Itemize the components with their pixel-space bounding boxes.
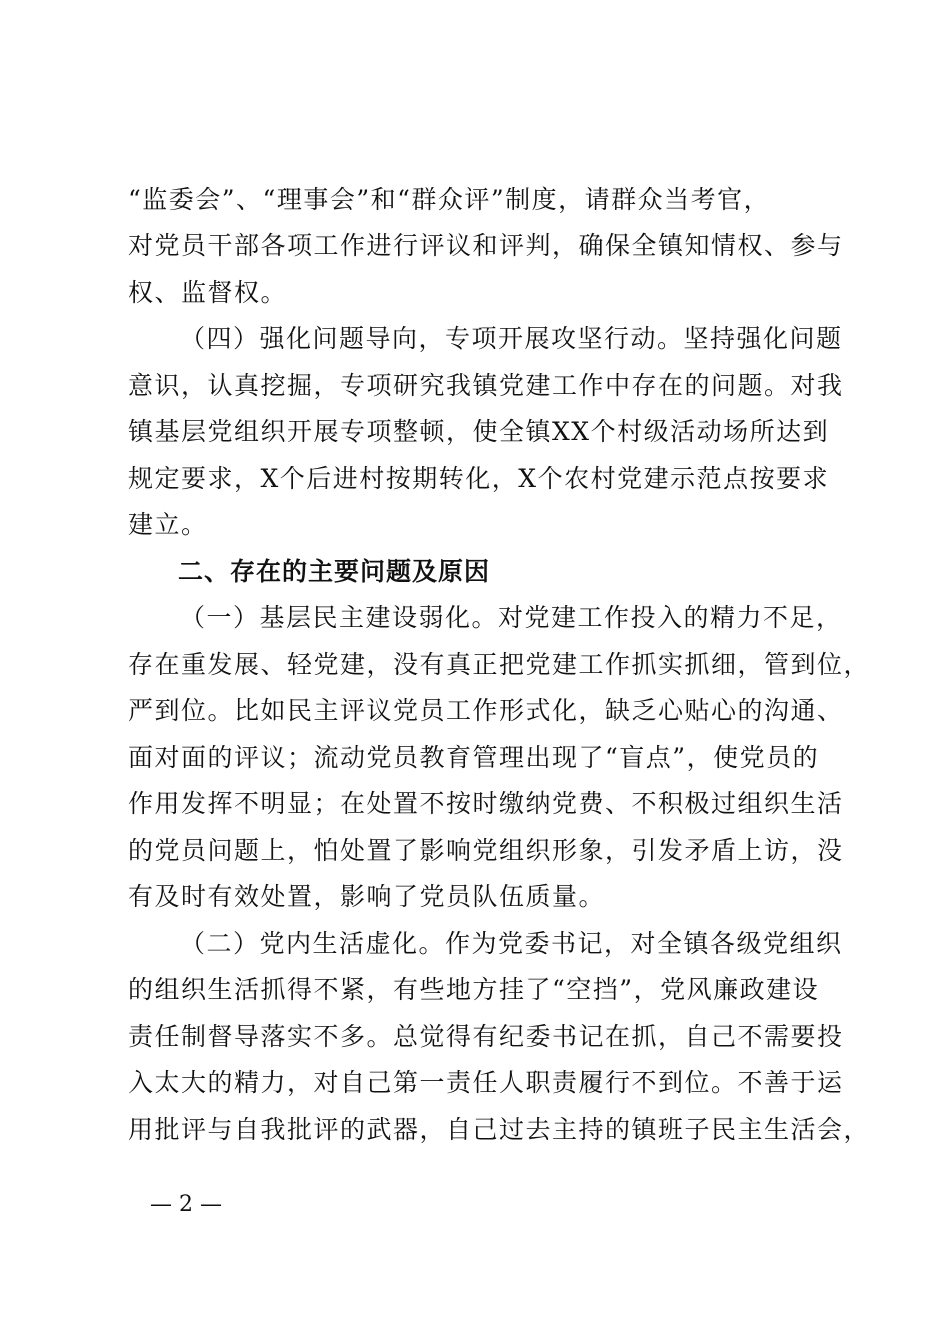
text-line: 有及时有效处置，影响了党员队伍质量。 bbox=[128, 882, 606, 911]
text-line: 的党员问题上，怕处置了影响党组织形象，引发矛盾上访，没 bbox=[128, 836, 844, 865]
text-line: 责任制督导落实不多。总觉得有纪委书记在抓，自己不需要投 bbox=[128, 1022, 844, 1051]
text-line: 的组织生活抓得不紧，有些地方挂了“空挡”，党风廉政建设 bbox=[128, 975, 820, 1004]
section-four-heading-line: （四）强化问题导向，专项开展攻坚行动。坚持强化问题 bbox=[180, 324, 843, 353]
text-line: 建立。 bbox=[128, 510, 208, 539]
text-line: 入太大的精力，对自己第一责任人职责履行不到位。不善于运 bbox=[128, 1068, 844, 1097]
text-line: 严到位。比如民主评议党员工作形式化，缺乏心贴心的沟通、 bbox=[128, 696, 844, 725]
text-line: 镇基层党组织开展专项整顿，使全镇XX个村级活动场所达到 bbox=[128, 417, 830, 446]
text-line: 对党员干部各项工作进行评议和评判，确保全镇知情权、参与 bbox=[128, 231, 844, 260]
text-line: 规定要求，X个后进村按期转化，X个农村党建示范点按要求 bbox=[128, 464, 830, 493]
text-line: 面对面的评议；流动党员教育管理出现了“盲点”，使党员的 bbox=[128, 743, 820, 772]
section-title: 二、存在的主要问题及原因 bbox=[178, 557, 491, 586]
text-line: 存在重发展、轻党建，没有真正把党建工作抓实抓细，管到位， bbox=[128, 650, 871, 679]
text-line: 用批评与自我批评的武器，自己过去主持的镇班子民主生活会， bbox=[128, 1115, 871, 1144]
subsection-one-line: （一）基层民主建设弱化。对党建工作投入的精力不足， bbox=[180, 603, 843, 632]
page-number: — 2 — bbox=[150, 1192, 222, 1217]
text-line: 权、监督权。 bbox=[128, 278, 288, 307]
text-line: 作用发挥不明显；在处置不按时缴纳党费、不积极过组织生活 bbox=[128, 789, 844, 818]
text-line: “监委会”、“理事会”和“群众评”制度，请群众当考官， bbox=[128, 185, 771, 214]
subsection-two-line: （二）党内生活虚化。作为党委书记，对全镇各级党组织 bbox=[180, 929, 843, 958]
text-line: 意识，认真挖掘，专项研究我镇党建工作中存在的问题。对我 bbox=[128, 371, 844, 400]
